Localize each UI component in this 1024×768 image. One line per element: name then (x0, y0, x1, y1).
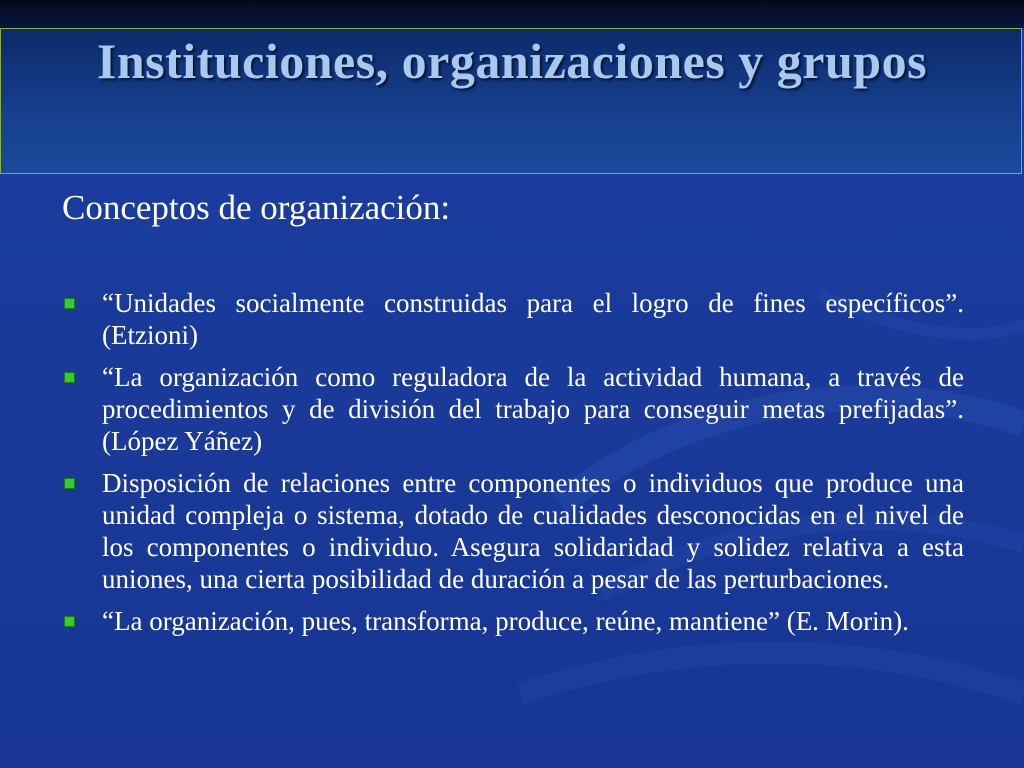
green-square-bullet-icon (64, 298, 75, 309)
bullet-item (62, 361, 964, 457)
bullet-text: “La organización, pues, transforma, produce, reúne, mantiene” (E. Morin). (102, 606, 909, 636)
top-dark-strip (0, 0, 1024, 28)
bullet-item (62, 467, 964, 595)
bullet-item (62, 605, 964, 637)
bullet-list (62, 287, 964, 647)
green-square-bullet-icon (64, 478, 75, 489)
bullet-item (62, 287, 964, 351)
green-square-bullet-icon (64, 616, 75, 627)
slide-subtitle: Conceptos de organización: (62, 188, 451, 227)
bullet-text: Disposición de relaciones entre componentes o individuos que produce una unidad compleja o sistema, dotado de cualidades desconocidas en el nivel de los componentes o individuo. Asegura solidaridad y solidez relativa a esta uniones, una cierta posibilidad de duración a pesar de las perturbaciones. (102, 468, 964, 594)
green-square-bullet-icon (64, 372, 75, 383)
bullet-text: “Unidades socialmente construidas para el logro de fines específicos”. (Etzioni) (102, 288, 964, 350)
slide-title: Instituciones, organizaciones y grupos (96, 33, 928, 89)
bullet-text: “La organización como reguladora de la actividad humana, a través de procedimientos y de división del trabajo para conseguir metas prefijadas”. (López Yáñez) (102, 362, 964, 456)
